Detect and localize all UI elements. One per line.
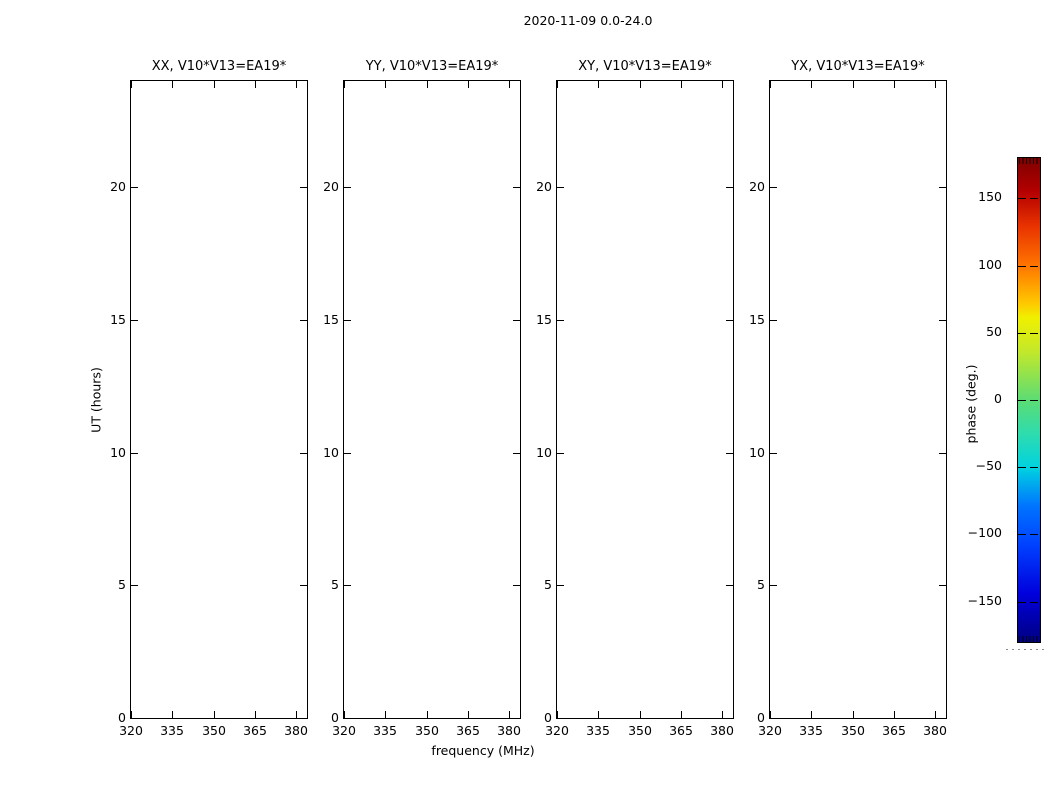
x-tick-bottom [811, 711, 812, 718]
y-tick-label: 20 [110, 179, 126, 194]
x-tick-top [131, 81, 132, 88]
y-tick-right [939, 585, 946, 586]
x-tick-top [722, 81, 723, 88]
y-tick-label: 0 [331, 710, 339, 725]
x-tick-bottom [722, 711, 723, 718]
x-tick-top [811, 81, 812, 88]
subplot-panel-yy [323, 59, 521, 738]
figure-title: 2020-11-09 0.0-24.0 [523, 13, 653, 28]
colorbar-tick [1018, 534, 1026, 535]
x-tick-bottom [681, 711, 682, 718]
y-tick-left [344, 453, 351, 454]
x-tick-bottom [894, 711, 895, 718]
y-tick-label: 10 [110, 445, 126, 460]
y-tick-right [939, 453, 946, 454]
y-tick-label: 5 [757, 577, 765, 592]
x-tick-top [214, 81, 215, 88]
x-tick-bottom [296, 711, 297, 718]
colorbar-tick [1030, 467, 1038, 468]
subplot-title: XY, V10*V13=EA19* [578, 59, 712, 74]
y-tick-label: 15 [323, 312, 339, 327]
x-tick-label: 335 [160, 723, 184, 738]
colorbar-label: phase (deg.) [963, 364, 979, 444]
x-tick-bottom [385, 711, 386, 718]
x-tick-bottom [172, 711, 173, 718]
colorbar-tick-label: 150 [978, 189, 1002, 204]
x-tick-top [468, 81, 469, 88]
colorbar [1017, 157, 1041, 643]
colorbar-tick [1030, 266, 1038, 267]
colorbar-tick-label: 100 [978, 257, 1002, 272]
x-tick-bottom [853, 711, 854, 718]
x-tick-label: 380 [710, 723, 734, 738]
x-tick-bottom [214, 711, 215, 718]
x-tick-top [681, 81, 682, 88]
y-axis-label: UT (hours) [88, 367, 104, 433]
colorbar-tick [1018, 400, 1026, 401]
y-tick-left [344, 718, 351, 719]
x-tick-bottom [131, 711, 132, 718]
x-tick-top [344, 81, 345, 88]
colorbar-tick-label: −100 [967, 525, 1002, 540]
x-tick-label: 320 [758, 723, 782, 738]
y-tick-left [131, 187, 138, 188]
subplot-title: YX, V10*V13=EA19* [791, 59, 925, 74]
y-tick-label: 5 [331, 577, 339, 592]
y-tick-left [344, 585, 351, 586]
colorbar-tick-label: 50 [986, 324, 1002, 339]
colorbar-tick-label: −50 [975, 458, 1002, 473]
x-tick-top [557, 81, 558, 88]
x-tick-label: 365 [882, 723, 906, 738]
colorbar-tick [1030, 333, 1038, 334]
x-tick-top [935, 81, 936, 88]
y-tick-left [557, 453, 564, 454]
x-tick-label: 320 [332, 723, 356, 738]
colorbar-tick-label: −150 [967, 593, 1002, 608]
x-axis-label: frequency (MHz) [431, 743, 535, 758]
y-tick-left [344, 320, 351, 321]
x-tick-top [172, 81, 173, 88]
x-tick-label: 350 [202, 723, 226, 738]
x-tick-label: 350 [415, 723, 439, 738]
colorbar-underline-dots [1006, 649, 1048, 650]
y-tick-right [939, 187, 946, 188]
y-tick-label: 5 [544, 577, 552, 592]
x-tick-bottom [557, 711, 558, 718]
y-tick-label: 0 [757, 710, 765, 725]
colorbar-tick [1018, 198, 1026, 199]
x-tick-bottom [255, 711, 256, 718]
x-tick-label: 380 [923, 723, 947, 738]
x-tick-label: 365 [243, 723, 267, 738]
y-tick-left [557, 585, 564, 586]
y-tick-left [131, 320, 138, 321]
y-tick-left [770, 187, 777, 188]
y-tick-label: 15 [749, 312, 765, 327]
x-tick-top [385, 81, 386, 88]
colorbar-tick [1018, 266, 1026, 267]
x-tick-label: 365 [669, 723, 693, 738]
x-tick-bottom [427, 711, 428, 718]
y-tick-label: 15 [536, 312, 552, 327]
y-tick-left [770, 453, 777, 454]
y-tick-label: 20 [536, 179, 552, 194]
y-tick-label: 10 [323, 445, 339, 460]
x-tick-top [255, 81, 256, 88]
x-tick-bottom [640, 711, 641, 718]
x-tick-label: 320 [119, 723, 143, 738]
colorbar-tick [1030, 198, 1038, 199]
colorbar-tick-label: 0 [994, 391, 1002, 406]
y-tick-right [939, 320, 946, 321]
x-tick-bottom [935, 711, 936, 718]
x-tick-label: 350 [841, 723, 865, 738]
x-tick-bottom [468, 711, 469, 718]
x-tick-label: 380 [284, 723, 308, 738]
x-tick-label: 335 [799, 723, 823, 738]
subplot-title: YY, V10*V13=EA19* [365, 59, 499, 74]
y-tick-label: 20 [749, 179, 765, 194]
x-tick-bottom [509, 711, 510, 718]
x-tick-top [598, 81, 599, 88]
subplot-panel-xy [536, 59, 734, 738]
x-tick-label: 335 [586, 723, 610, 738]
x-tick-top [509, 81, 510, 88]
y-tick-left [770, 718, 777, 719]
colorbar-tick [1030, 602, 1038, 603]
y-tick-left [770, 585, 777, 586]
x-tick-top [894, 81, 895, 88]
y-tick-left [770, 320, 777, 321]
y-tick-left [131, 585, 138, 586]
y-tick-label: 5 [118, 577, 126, 592]
x-tick-bottom [770, 711, 771, 718]
colorbar-tick [1018, 467, 1026, 468]
x-tick-top [296, 81, 297, 88]
colorbar-top-comb-ticks [1019, 158, 1039, 164]
x-tick-top [770, 81, 771, 88]
x-tick-top [427, 81, 428, 88]
colorbar-tick [1030, 534, 1038, 535]
x-tick-bottom [344, 711, 345, 718]
x-tick-top [640, 81, 641, 88]
subplot-panel-xx [110, 59, 308, 738]
colorbar-tick [1018, 602, 1026, 603]
y-tick-label: 10 [749, 445, 765, 460]
subplot-title: XX, V10*V13=EA19* [151, 59, 287, 74]
colorbar-bottom-comb-ticks [1019, 636, 1039, 642]
x-tick-label: 380 [497, 723, 521, 738]
y-tick-label: 20 [323, 179, 339, 194]
x-tick-label: 320 [545, 723, 569, 738]
y-tick-left [131, 453, 138, 454]
y-tick-left [557, 187, 564, 188]
colorbar-tick [1030, 400, 1038, 401]
y-tick-left [131, 718, 138, 719]
y-tick-left [557, 718, 564, 719]
colorbar-tick [1018, 333, 1026, 334]
x-tick-label: 350 [628, 723, 652, 738]
subplot-panel-yx [749, 59, 947, 738]
y-tick-right [939, 718, 946, 719]
y-tick-label: 0 [544, 710, 552, 725]
y-tick-left [557, 320, 564, 321]
y-tick-label: 15 [110, 312, 126, 327]
x-tick-top [853, 81, 854, 88]
x-tick-label: 365 [456, 723, 480, 738]
x-tick-label: 335 [373, 723, 397, 738]
y-tick-label: 0 [118, 710, 126, 725]
x-tick-bottom [598, 711, 599, 718]
y-tick-left [344, 187, 351, 188]
y-tick-label: 10 [536, 445, 552, 460]
